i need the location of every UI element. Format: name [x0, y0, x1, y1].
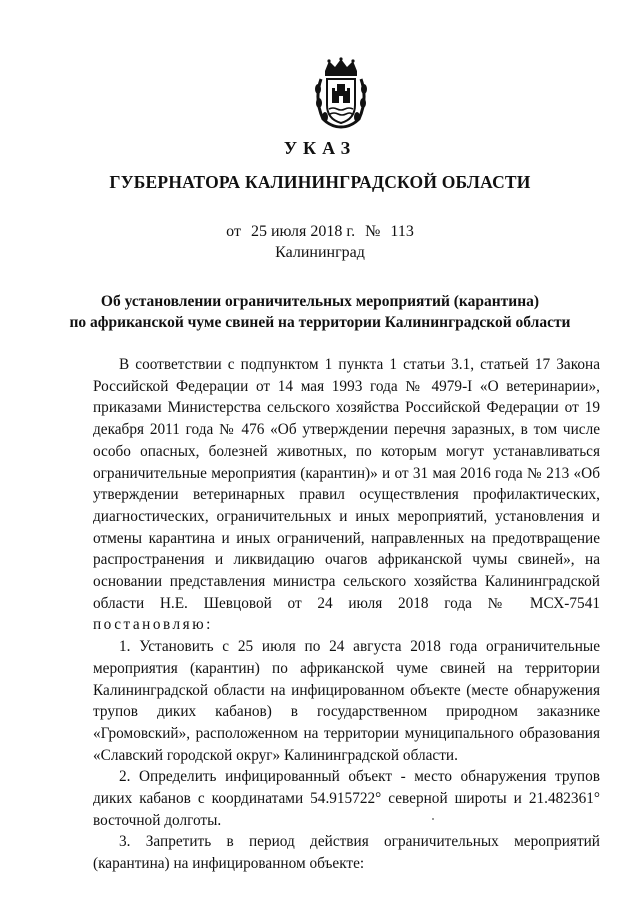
issuer-title: ГУБЕРНАТОРА КАЛИНИНГРАДСКОЙ ОБЛАСТИ [109, 172, 531, 192]
decree-body [93, 354, 600, 875]
date-prefix: от [226, 223, 241, 240]
subject-line-1: Об установлении ограничительных мероприятий (карантина) [100, 293, 540, 310]
issue-city: Калининград [275, 244, 365, 261]
preamble-paragraph [93, 354, 600, 636]
coat-of-arms-icon [311, 57, 371, 129]
item-3-paragraph: 3. Запретить в период действия ограничительных мероприятий (карантина) на инфицированном объекте: [93, 833, 600, 873]
decree-subject [0, 291, 640, 333]
scan-speck [432, 818, 434, 820]
decree-date: 25 июля 2018 г. [250, 223, 356, 240]
subject-line-2: по африканской чуме свиней на территории Калининградской области [69, 314, 571, 331]
number-sign: № [365, 223, 381, 240]
item-2-paragraph: 2. Определить инфицированный объект - место обнаружения трупов диких кабанов с координатами 54.915722° северной широты и 21.482361° восточной долготы. [93, 768, 600, 829]
decree-verb: постановляю: [93, 616, 213, 634]
preamble-text: В соответствии с подпунктом 1 пункта 1 статьи 3.1, статьей 17 Закона Российской Федерации от 14 мая 1993 года № 4979-I «О ветеринарии», приказами Министерства сельского хозяйства Российской Федерации от 19 декабря 2011 года № 476 «Об утверждении перечня заразных, в том числе особо опасных, болезней животных, по которым могут устанавливаться ограничительные мероприятия (карантин)» и от 31 мая 2016 года № 213 «Об утверждении ветеринарных правил осуществления профилактических, диагностических, ограничительных и иных мероприятий, установления и отмены карантина и иных ограничений, направленных на предотвращение распространения и ликвидацию очагов африканской чумы свиней», на основании представления министра сельского хозяйства Калининградской области Н.Е. Шевцовой от 24 июля 2018 года № МСХ-7541 [93, 356, 600, 612]
decree-date-line [0, 223, 640, 241]
decree-number: 113 [390, 223, 414, 240]
decree-title: УКАЗ [283, 138, 357, 158]
item-1-paragraph: 1. Установить с 25 июля по 24 августа 2018 года ограничительные мероприятия (карантин) по африканской чуме свиней на территории Калининградской области на инфицированном объекте (месте обнаружения трупов диких кабанов) в государственном природном заказнике «Громовский», расположенном на территории муниципального образования «Славский городской округ» Калининградской области. [93, 638, 600, 764]
